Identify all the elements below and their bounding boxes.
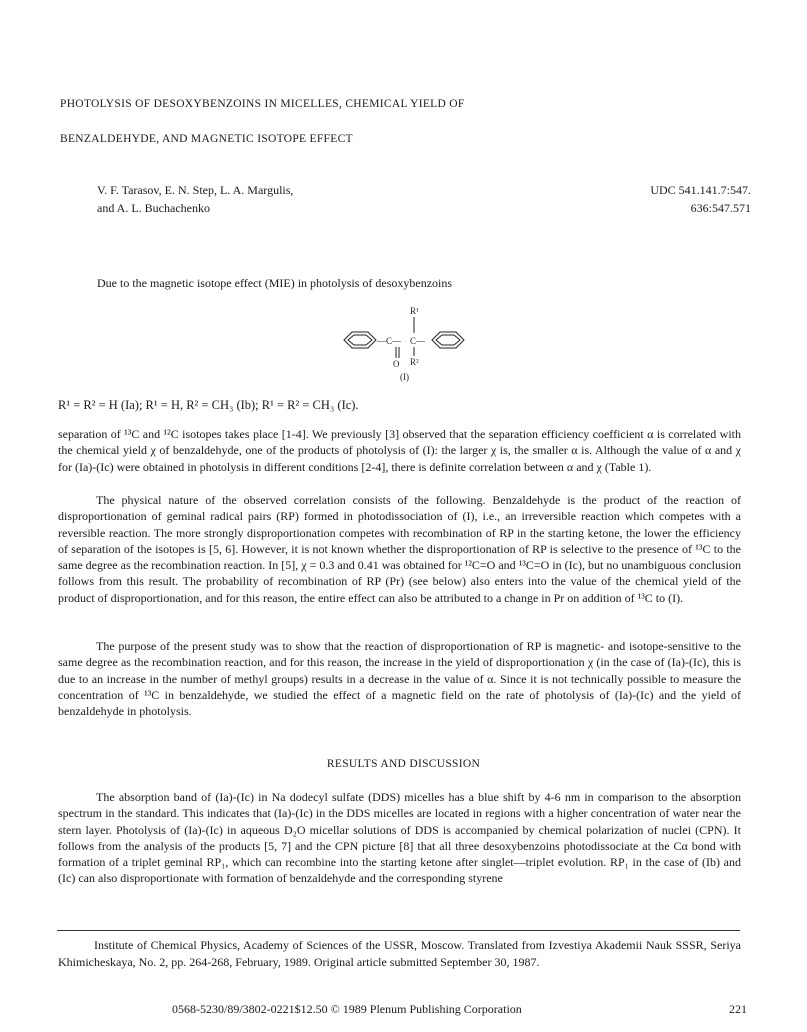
title-line-2: BENZALDEHYDE, AND MAGNETIC ISOTOPE EFFECT (60, 133, 353, 145)
udc-line-2: 636:547.571 (690, 201, 751, 215)
structure-oxygen: O (393, 359, 400, 369)
paragraph-3: The purpose of the present study was to show that the reaction of disproportionation of RP is magnetic- and isotope-sensitive to the same degree as the recombination reaction, and for this reason, the increase in the yield of disproportionation χ (in the case of (Ia)-(Ic), this is due to an increase in the number of methyl groups) results in a decrease in the value of α. Since it is not technically possible to measure the concentration of ¹³C in benzaldehyde, we studied the effect of a magnetic field on the rate of photolysis of (Ia)-(Ic) and the yield of benzaldehyde in photolysis. (58, 639, 741, 719)
intro-line: Due to the magnetic isotope effect (MIE) in photolysis of desoxybenzoins (97, 276, 453, 290)
title-line-1: PHOTOLYSIS OF DESOXYBENZOINS IN MICELLES, CHEMICAL YIELD OF (60, 98, 465, 110)
structure-c-right: C— (410, 336, 426, 346)
structure-r1: R¹ (410, 306, 419, 316)
paragraph-1: separation of ¹³C and ¹²C isotopes takes place [1-4]. We previously [3] observed that the separation efficiency coefficient α is correlated with the chemical yield χ of benzaldehyde, one of the products of photolysis of (I): the larger χ is, the smaller α is. Although the value of α and χ for (Ia)-(Ic) were obtained in photolysis in different conditions [2-4], there is definite correlation between α and χ (Table 1). (58, 427, 742, 474)
structure-r2: R² (410, 357, 419, 367)
page-number: 221 (729, 1002, 747, 1016)
udc-code (650, 181, 751, 217)
structure-c-left: —C— (377, 336, 402, 346)
structure-diagram (330, 303, 480, 393)
authors (97, 181, 293, 217)
paragraph-2: The physical nature of the observed correlation consists of the following. Benzaldehyde is the product of the reaction of disproportionation of geminal radical pairs (RP) formed in photodissociation of (I), i.e., an irreversible reaction which competes with a reversible reaction. The more strongly disproportionation competes with recombination of RP in the starting ketone, the lower the efficiency of separation of the isotopes is [5, 6]. However, it is not known whether the disproportionation of RP is selective to the presence of ¹³C to the same degree as the recombination reaction. In [5], χ = 0.3 and 0.41 was obtained for ¹²C=O and ¹³C=O in (Ic), but no unambiguous conclusion follows from this result. The probability of recombination of RP (Pr) (see below) also enters into the value of the chemical yield of the product of disproportionation, and for this reason, the entire effect can also be attributed to a change in Pr on addition of ¹³C to (I). (58, 493, 741, 605)
udc-line-1: UDC 541.141.7:547. (650, 183, 751, 197)
footnote: Institute of Chemical Physics, Academy of Sciences of the USSR, Moscow. Translated from Izvestiya Akademii Nauk SSSR, Seriya Khimicheskaya, No. 2, pp. 264-268, February, 1989. Original article submitted September 30, 1987. (58, 938, 741, 969)
paragraph-4: The absorption band of (Ia)-(Ic) in Na dodecyl sulfate (DDS) micelles has a blue shift by 4-6 nm in comparison to the absorption spectrum in the standard. This indicates that (Ia)-(Ic) in the DDS micelles are located in regions with a higher concentration of water near the stern layer. Photolysis of (Ia)-(Ic) in aqueous D₂O micellar solutions of DDS is accompanied by chemical polarization of nuclei (CPN). It follows from the analysis of the products [5, 7] and the CPN picture [8] that all three desoxybenzoins photodissociate at the Cα bond with formation of a triplet geminal RP₁, which can recombine into the starting ketone after singlet—triplet evolution. RP₁ in the case of (Ib) and (Ic) can also disproportionate with formation of benzaldehyde and the corresponding styrene (58, 790, 741, 886)
authors-line-2: and A. L. Buchachenko (97, 201, 210, 215)
authors-line-1: V. F. Tarasov, E. N. Step, L. A. Margulis, (97, 183, 294, 197)
right-benzene-ring (432, 332, 464, 348)
footer-code: 0568-5230/89/3802-0221$12.50 © 1989 Plenum Publishing Corporation (172, 1002, 522, 1016)
footnote-divider (57, 930, 740, 931)
section-heading: RESULTS AND DISCUSSION (326, 758, 481, 770)
structure-label: (I) (400, 372, 409, 382)
left-benzene-ring (344, 332, 376, 348)
r-definitions: R¹ = R² = H (Ia); R¹ = H, R² = CH₃ (Ib); R¹ = R² = CH₃ (Ic). (58, 398, 359, 412)
